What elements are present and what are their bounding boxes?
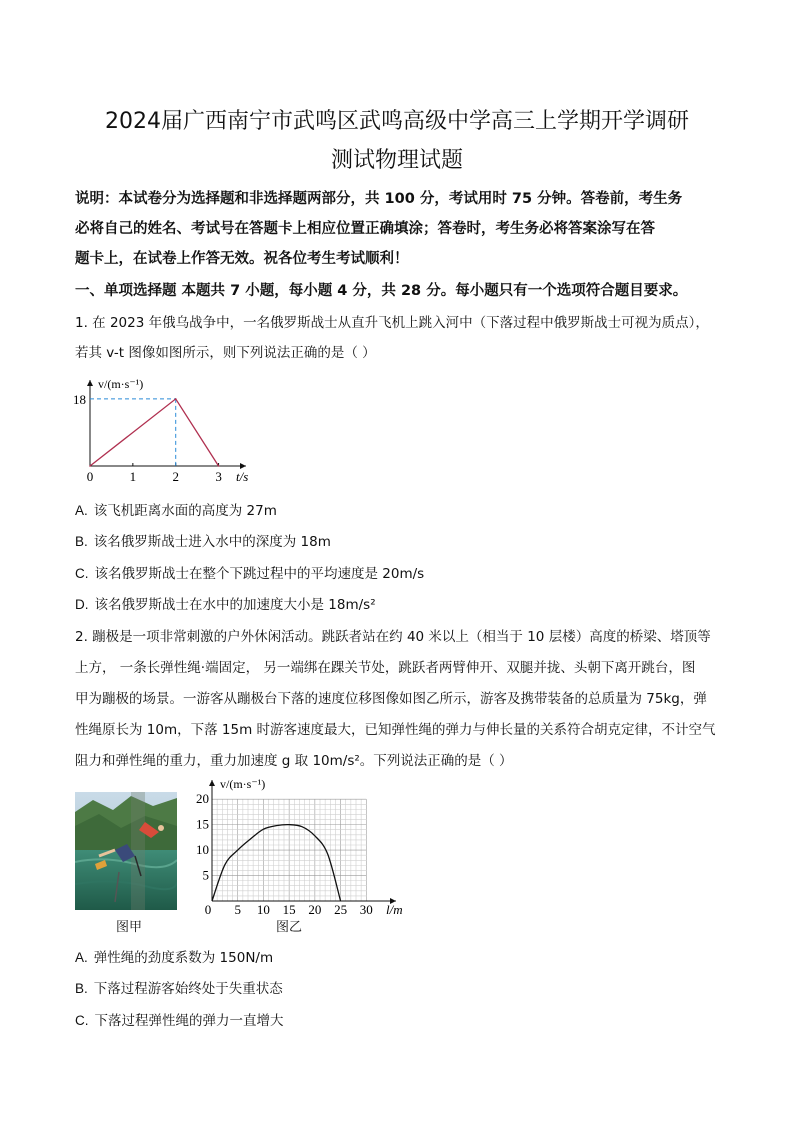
q1-option-c-label: C. xyxy=(75,566,89,581)
bungee-photo xyxy=(75,792,177,910)
q2-origin-label: 0 xyxy=(204,902,212,917)
q2-x-tick-label: 20 xyxy=(308,902,322,917)
instructions-line3: 题卡上，在试卷上作答无效。祝各位考生考试顺利！ xyxy=(75,251,409,267)
q2-y-tick-label: 15 xyxy=(196,816,209,832)
q2-option-b-label: B. xyxy=(75,981,88,996)
q2-x-tick-label: 25 xyxy=(334,902,348,917)
q1-option-d-label: D. xyxy=(75,597,89,612)
q1-data-point xyxy=(89,465,91,467)
instructions-line2: 必将自己的姓名、考试号在答题卡上相应位置正确填涂；答卷时，考生务必将答案涂写在答 xyxy=(75,221,655,237)
q1-option-b-text: 该名俄罗斯战士进入水中的深度为 18m xyxy=(93,534,331,550)
q1-option-a-text: 该飞机距离水面的高度为 27m xyxy=(93,503,277,519)
q2-x-tick-label: 30 xyxy=(359,902,373,917)
q2-option-b[interactable] xyxy=(75,977,283,997)
caption-figure-a: 图甲 xyxy=(116,920,143,935)
q1-option-b[interactable] xyxy=(75,530,331,550)
caption-figure-b: 图乙 xyxy=(276,920,303,935)
q2-stem-line5: 阻力和弹性绳的重力，重力加速度 g 取 10m/s²。下列说法正确的是（ ） xyxy=(75,753,513,769)
q2-option-a-text: 弹性绳的劲度系数为 150N/m xyxy=(93,950,274,966)
q2-x-tick-label: 10 xyxy=(256,902,270,917)
q2-option-a[interactable] xyxy=(75,946,273,966)
q1-y-axis-arrow xyxy=(87,380,93,386)
q1-vt-chart xyxy=(72,372,252,492)
q1-velocity-line xyxy=(90,399,219,466)
q1-option-a[interactable] xyxy=(75,499,277,519)
q1-option-c[interactable] xyxy=(75,562,424,582)
section-heading: 一、单项选择题 本题共 7 小题，每小题 4 分，共 28 分。每小题只有一个选项符合题目要求。 xyxy=(75,283,688,299)
q2-y-axis-label: v/(m·s⁻¹) xyxy=(220,777,266,791)
q2-stem-line2: 上方， 一条长弹性绳·端固定， 另一端绑在踝关节处，跳跃者两臂伸开、双腿并拢、头朝下离开跳台，图 xyxy=(75,660,696,676)
q2-option-c-label: C. xyxy=(75,1013,89,1028)
q2-option-c-text: 下落过程弹性绳的弹力一直增大 xyxy=(94,1013,284,1029)
q1-stem-line1: 1. 在 2023 年俄乌战争中，一名俄罗斯战士从直升飞机上跳入河中（下落过程中俄罗斯战士可视为质点）， xyxy=(75,315,709,331)
q2-vl-chart xyxy=(196,776,404,919)
q2-stem-line3: 甲为蹦极的场景。一游客从蹦极台下落的速度位移图像如图乙所示，游客及携带装备的总质量为 75kg，弹 xyxy=(75,691,707,707)
q1-option-d[interactable] xyxy=(75,593,376,613)
q2-x-tick-label: 5 xyxy=(234,902,241,917)
q2-velocity-curve xyxy=(212,825,341,901)
instructions-line1: 说明：本试卷分为选择题和非选择题两部分，共 100 分，考试用时 75 分钟。答卷前，考生务 xyxy=(75,191,683,207)
q2-stem-line1: 2. 蹦极是一项非常刺激的户外休闲活动。跳跃者站在约 40 米以上（相当于 10 层楼）高度的桥梁、塔顶等 xyxy=(75,629,711,645)
q1-x-axis-label: t/s xyxy=(236,469,249,484)
q2-option-a-label: A. xyxy=(75,950,88,965)
q1-option-c-text: 该名俄罗斯战士在整个下跳过程中的平均速度是 20m/s xyxy=(94,566,425,582)
q1-data-point xyxy=(218,465,220,467)
q2-y-axis-arrow xyxy=(209,780,215,786)
q2-y-tick-label: 20 xyxy=(196,791,209,807)
q1-option-d-text: 该名俄罗斯战士在水中的加速度大小是 18m/s² xyxy=(94,597,376,613)
q2-option-c[interactable] xyxy=(75,1009,284,1029)
q1-option-a-label: A. xyxy=(75,503,88,518)
q1-x-tick-label: 0 xyxy=(86,469,94,484)
q2-x-axis-label: l/m xyxy=(386,902,403,917)
q1-x-tick-label: 2 xyxy=(172,469,179,484)
q2-y-tick-label: 5 xyxy=(202,867,209,883)
q2-x-tick-label: 15 xyxy=(282,902,296,917)
q1-y-tick-label: 18 xyxy=(73,391,86,407)
page-title-line2: 测试物理试题 xyxy=(330,148,463,173)
q1-y-axis-label: v/(m·s⁻¹) xyxy=(98,377,144,391)
page-title-line1: 2024届广西南宁市武鸣区武鸣高级中学高三上学期开学调研 xyxy=(105,109,689,134)
q1-x-tick-label: 1 xyxy=(129,469,137,484)
q1-option-b-label: B. xyxy=(75,534,88,549)
q2-stem-line4: 性绳原长为 10m，下落 15m 时游客速度最大，已知弹性绳的弹力与伸长量的关系符合胡克定律，不计空气 xyxy=(75,722,716,738)
q2-y-tick-label: 10 xyxy=(196,842,209,858)
q1-stem-line2: 若其 v-t 图像如图所示，则下列说法正确的是（ ） xyxy=(75,345,376,361)
q2-option-b-text: 下落过程游客始终处于失重状态 xyxy=(93,981,283,997)
q1-data-point xyxy=(175,398,177,400)
q1-x-tick-label: 3 xyxy=(215,469,222,484)
